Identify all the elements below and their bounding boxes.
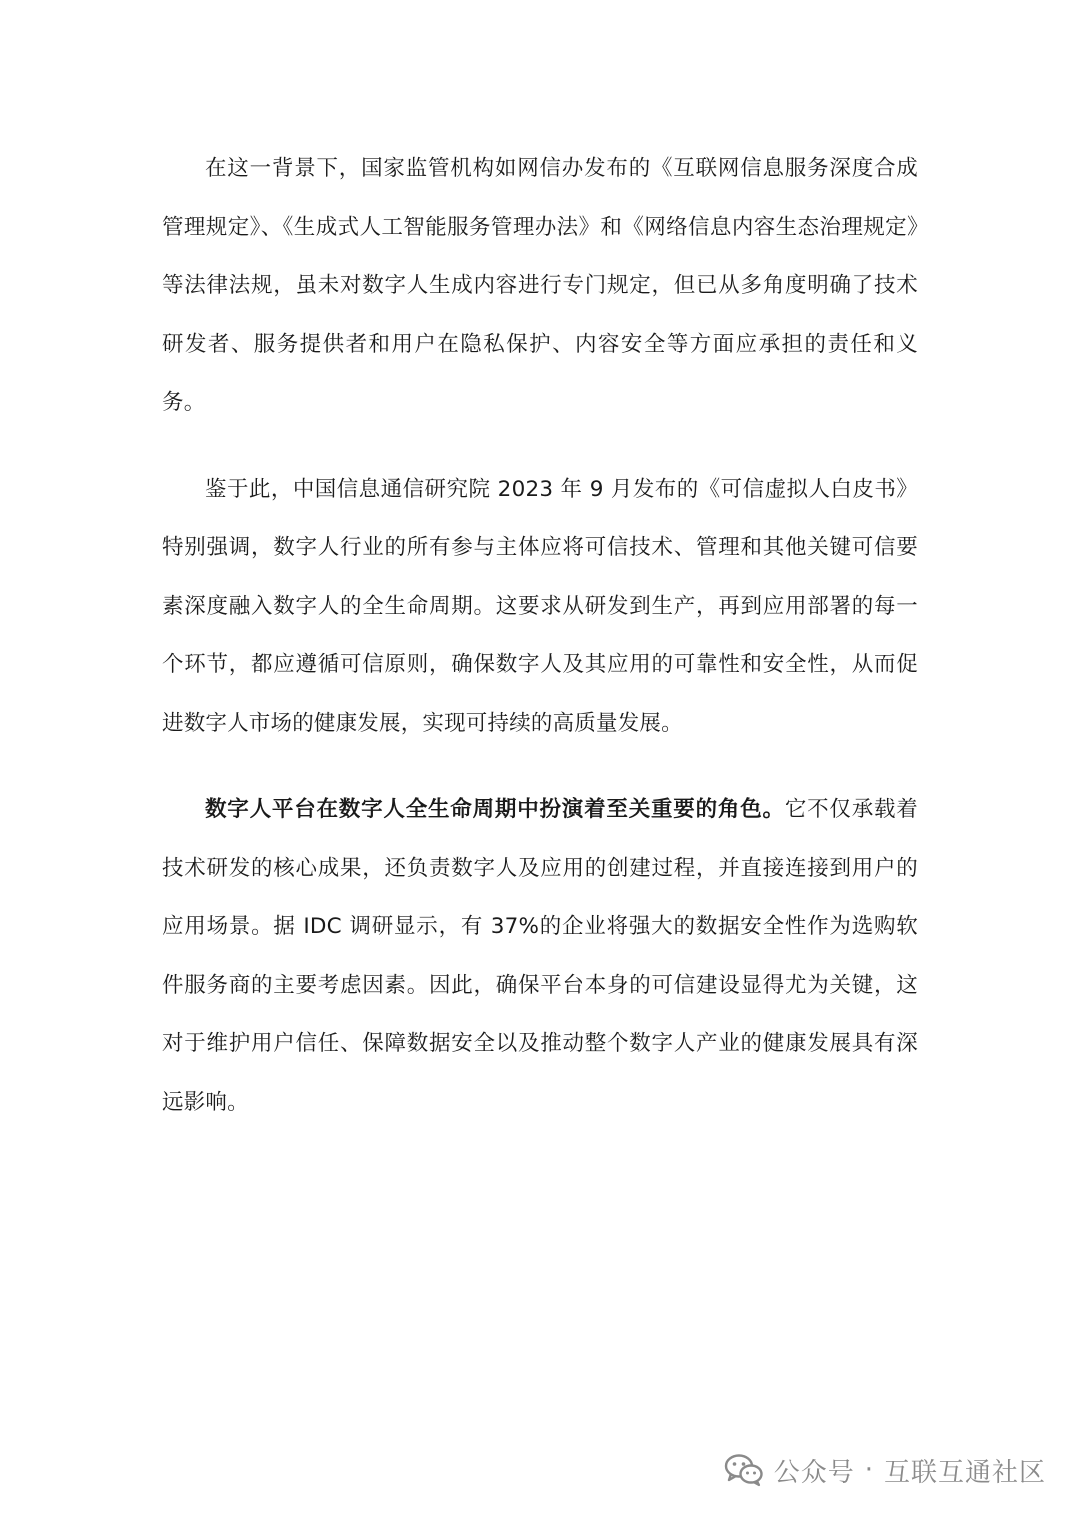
paragraph-3-lead: 数字人平台在数字人全生命周期中扮演着至关重要的角色。: [205, 797, 785, 822]
paragraph-3-text: 它不仅承载着技术研发的核心成果，还负责数字人及应用的创建过程，并直接连接到用户的应用场景。据 IDC 调研显示，有 37%的企业将强大的数据安全性作为选购软件服务商的主要考虑因素。因此，确保平台本身的可信建设显得尤为关键，这对于维护用户信任、保障数据安全以及推动整个数字人产业的健康发展具有深远影响。: [162, 797, 919, 1115]
watermark-label: 公众号: [773, 1457, 855, 1488]
paragraph-3: [162, 781, 918, 1132]
paragraph-2: [162, 461, 918, 754]
watermark-account: 互联互通社区: [883, 1457, 1046, 1488]
paragraph-1: [162, 140, 918, 433]
wechat-watermark: [724, 1448, 1046, 1492]
paragraph-2-text: 鉴于此，中国信息通信研究院 2023 年 9 月发布的《可信虚拟人白皮书》特别强调，数字人行业的所有参与主体应将可信技术、管理和其他关键可信要素深度融入数字人的全生命周期。这要求从研发到生产，再到应用部署的每一个环节，都应遵循可信原则，确保数字人及其应用的可靠性和安全性，从而促进数字人市场的健康发展，实现可持续的高质量发展。: [162, 476, 918, 736]
paragraph-1-text: 在这一背景下，国家监管机构如网信办发布的《互联网信息服务深度合成管理规定》、《生成式人工智能服务管理办法》和《网络信息内容生态治理规定》等法律法规，虽未对数字人生成内容进行专门规定，但已从多角度明确了技术研发者、服务提供者和用户在隐私保护、内容安全等方面应承担的责任和义务。: [162, 156, 918, 415]
document-body: [162, 140, 918, 1160]
watermark-separator: ·: [864, 1455, 874, 1485]
wechat-icon: [724, 1453, 764, 1487]
